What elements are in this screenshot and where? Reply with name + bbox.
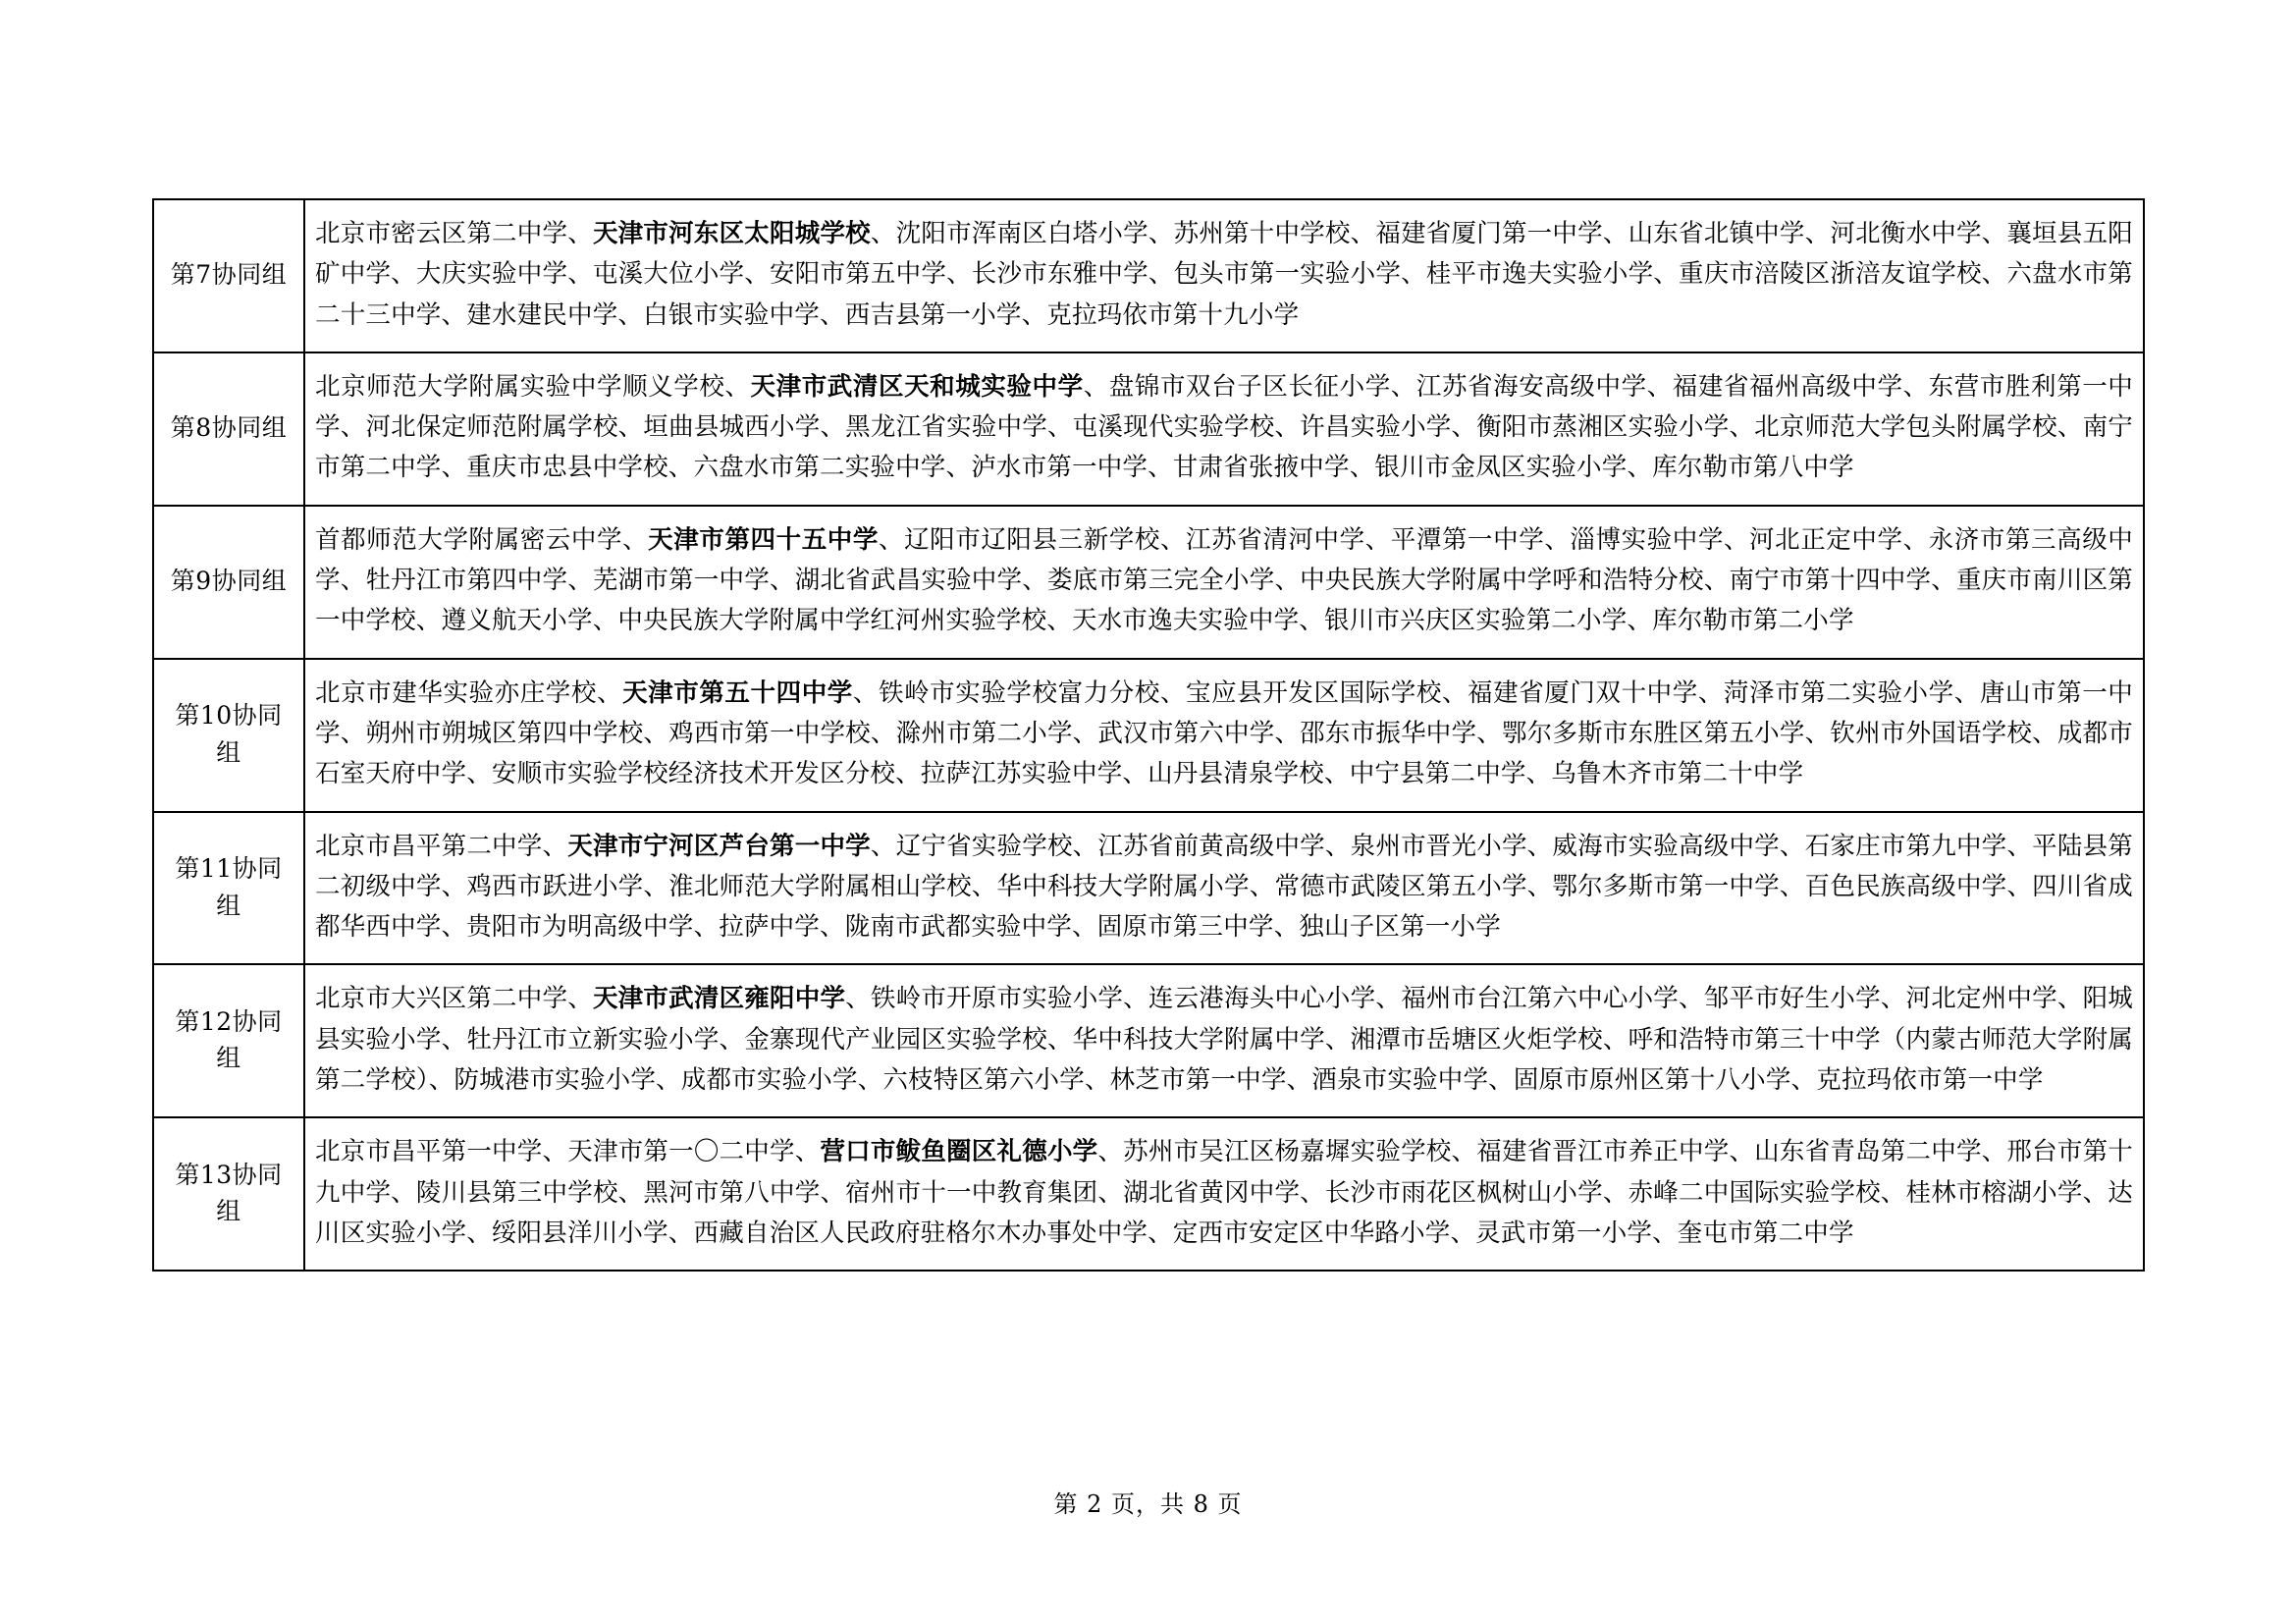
group-members-cell [304, 352, 2144, 506]
cooperation-groups-table [152, 198, 2145, 1272]
members-rest: 、铁岭市实验学校富力分校、宝应县开发区国际学校、福建省厦门双十中学、菏泽市第二实验小学、唐山市第一中学、朔州市朔城区第四中学校、鸡西市第一中学校、滁州市第二小学、武汉市第六中学、邵东市振华中学、鄂尔多斯市东胜区第五小学、钦州市外国语学校、成都市石室天府中学、安顺市实验学校经济技术开发区分校、拉萨江苏实验中学、山丹县清泉学校、中宁县第二中学、乌鲁木齐市第二十中学 [315, 677, 2133, 789]
members-highlight: 天津市第四十五中学 [648, 524, 879, 555]
table-row [153, 659, 2144, 812]
table-row [153, 199, 2144, 352]
members-lead: 北京市昌平第二中学、 [315, 831, 568, 861]
members-rest: 、苏州市吴江区杨嘉墀实验学校、福建省晋江市养正中学、山东省青岛第二中学、邢台市第十九中学、陵川县第三中学校、黑河市第八中学、宿州市十一中教育集团、湖北省黄冈中学、长沙市雨花区枫树山小学、赤峰二中国际实验学校、桂林市榕湖小学、达川区实验小学、绥阳县洋川小学、西藏自治区人民政府驻格尔木办事处中学、定西市安定区中华路小学、灵武市第一小学、奎屯市第二中学 [315, 1137, 2133, 1248]
members-highlight: 营口市鲅鱼圈区礼德小学 [820, 1137, 1098, 1167]
members-rest: 、辽宁省实验学校、江苏省前黄高级中学、泉州市晋光小学、威海市实验高级中学、石家庄市第九中学、平陆县第二初级中学、鸡西市跃进小学、淮北师范大学附属相山学校、华中科技大学附属小学、常德市武陵区第五小学、鄂尔多斯市第一中学、百色民族高级中学、四川省成都华西中学、贵阳市为明高级中学、拉萨中学、陇南市武都实验中学、固原市第三中学、独山子区第一小学 [315, 831, 2133, 943]
group-name-cell: 第10协同组 [153, 659, 304, 812]
group-name-cell: 第7协同组 [153, 199, 304, 352]
group-members-cell [304, 199, 2144, 352]
page-footer: 第 2 页，共 8 页 [1053, 1490, 1243, 1518]
members-rest: 、辽阳市辽阳县三新学校、江苏省清河中学、平潭第一中学、淄博实验中学、河北正定中学、永济市第三高级中学、牡丹江市第四中学、芜湖市第一中学、湖北省武昌实验中学、娄底市第三完全小学、中央民族大学附属中学呼和浩特分校、南宁市第十四中学、重庆市南川区第一中学校、遵义航天小学、中央民族大学附属中学红河州实验学校、天水市逸夫实验中学、银川市兴庆区实验第二小学、库尔勒市第二小学 [315, 524, 2133, 636]
members-lead: 北京市昌平第一中学、天津市第一〇二中学、 [315, 1137, 821, 1167]
group-members-cell [304, 812, 2144, 965]
group-name-cell: 第11协同组 [153, 812, 304, 965]
table-row [153, 1117, 2144, 1271]
members-rest: 、盘锦市双台子区长征小学、江苏省海安高级中学、福建省福州高级中学、东营市胜利第一中学、河北保定师范附属学校、垣曲县城西小学、黑龙江省实验中学、屯溪现代实验学校、许昌实验小学、衡阳市蒸湘区实验小学、北京师范大学包头附属学校、南宁市第二中学、重庆市忠县中学校、六盘水市第二实验中学、泸水市第一中学、甘肃省张掖中学、银川市金凤区实验小学、库尔勒市第八中学 [315, 371, 2133, 483]
group-members-cell [304, 659, 2144, 812]
table-row [153, 812, 2144, 965]
table-body [153, 199, 2144, 1271]
members-lead: 北京市密云区第二中学、 [315, 219, 593, 248]
members-lead: 北京市建华实验亦庄学校、 [315, 677, 623, 708]
group-name-cell: 第12协同组 [153, 964, 304, 1117]
members-highlight: 天津市武清区天和城实验中学 [750, 371, 1084, 402]
group-members-cell [304, 964, 2144, 1117]
group-members-cell [304, 1117, 2144, 1271]
members-rest: 、铁岭市开原市实验小学、连云港海头中心小学、福州市台江第六中心小学、邹平市好生小学、河北定州中学、阳城县实验小学、牡丹江市立新实验小学、金寨现代产业园区实验学校、华中科技大学附属中学、湘潭市岳塘区火炬学校、呼和浩特市第三十中学（内蒙古师范大学附属第二学校）、防城港市实验小学、成都市实验小学、六枝特区第六小学、林芝市第一中学、酒泉市实验中学、固原市原州区第十八小学、克拉玛依市第一中学 [315, 984, 2134, 1096]
group-name-cell: 第13协同组 [153, 1117, 304, 1271]
members-highlight: 天津市河东区太阳城学校 [592, 219, 871, 248]
members-rest: 、沈阳市浑南区白塔小学、苏州第十中学校、福建省厦门第一中学、山东省北镇中学、河北衡水中学、襄垣县五阳矿中学、大庆实验中学、屯溪大位小学、安阳市第五中学、长沙市东雅中学、包头市第一实验小学、桂平市逸夫实验小学、重庆市涪陵区浙涪友谊学校、六盘水市第二十三中学、建水建民中学、白银市实验中学、西吉县第一小学、克拉玛依市第十九小学 [315, 219, 2133, 330]
members-lead: 首都师范大学附属密云中学、 [315, 524, 649, 555]
group-name-cell: 第9协同组 [153, 506, 304, 659]
table-row [153, 964, 2144, 1117]
members-highlight: 天津市第五十四中学 [622, 677, 853, 708]
table-row [153, 352, 2144, 506]
members-lead: 北京师范大学附属实验中学顺义学校、 [315, 371, 751, 402]
members-lead: 北京市大兴区第二中学、 [315, 984, 593, 1014]
members-highlight: 天津市宁河区芦台第一中学 [567, 831, 871, 861]
table-row [153, 506, 2144, 659]
group-name-cell: 第8协同组 [153, 352, 304, 506]
group-members-cell [304, 506, 2144, 659]
members-highlight: 天津市武清区雍阳中学 [592, 984, 846, 1014]
